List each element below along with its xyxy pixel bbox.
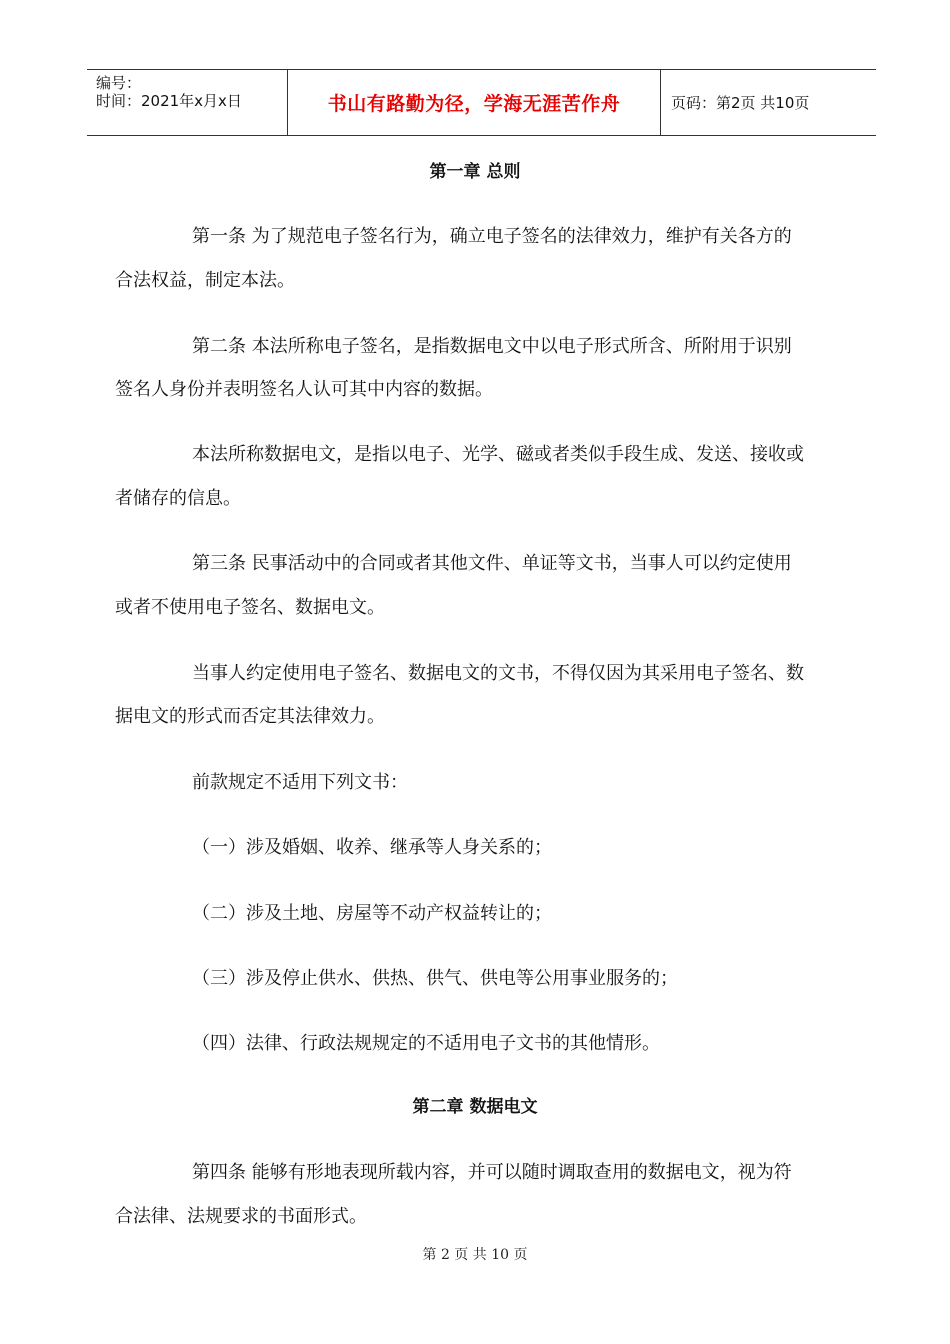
article-1-line-2: 合法权益，制定本法。 (115, 270, 295, 291)
header-motto: 书山有路勤为径，学海无涯苦作舟 (327, 93, 621, 115)
article-2-para-2-line-2: 者储存的信息。 (115, 488, 241, 509)
list-item-2: （二）涉及土地、房屋等不动产权益转让的； (192, 903, 552, 924)
chapter-1-title: 第一章 总则 (429, 162, 521, 182)
article-4-line-2: 合法律、法规要求的书面形式。 (115, 1206, 367, 1227)
article-3-para-2-line-2: 据电文的形式而否定其法律效力。 (115, 706, 385, 727)
chapter-2-title: 第二章 数据电文 (412, 1097, 538, 1117)
article-3-para-3: 前款规定不适用下列文书： (192, 772, 408, 793)
header-motto-cell (287, 70, 661, 135)
article-3-line-1: 第三条 民事活动中的合同或者其他文件、单证等文书，当事人可以约定使用 (192, 553, 792, 574)
document-header (87, 69, 876, 136)
article-1-line-1: 第一条 为了规范电子签名行为，确立电子签名的法律效力，维护有关各方的 (192, 226, 792, 247)
header-page-info: 页码：第2页 共10页 (671, 93, 810, 112)
article-2-line-1: 第二条 本法所称电子签名，是指数据电文中以电子形式所含、所附用于识别 (192, 336, 792, 357)
page-footer: 第 2 页 共 10 页 (422, 1247, 528, 1263)
article-4-line-1: 第四条 能够有形地表现所载内容，并可以随时调取查用的数据电文，视为符 (192, 1162, 792, 1183)
list-item-4: （四）法律、行政法规规定的不适用电子文书的其他情形。 (192, 1033, 660, 1054)
list-item-1: （一）涉及婚姻、收养、继承等人身关系的； (192, 837, 552, 858)
header-left-cell (87, 70, 287, 135)
article-2-para-2-line-1: 本法所称数据电文，是指以电子、光学、磁或者类似手段生成、发送、接收或 (192, 444, 804, 465)
article-2-line-2: 签名人身份并表明签名人认可其中内容的数据。 (115, 379, 493, 400)
article-3-line-2: 或者不使用电子签名、数据电文。 (115, 597, 385, 618)
header-page-cell (661, 70, 876, 135)
doc-time-label: 时间：2021年x月x日 (96, 92, 242, 110)
doc-number-label: 编号： (96, 74, 142, 92)
list-item-3: （三）涉及停止供水、供热、供气、供电等公用事业服务的； (192, 968, 678, 989)
article-3-para-2-line-1: 当事人约定使用电子签名、数据电文的文书，不得仅因为其采用电子签名、数 (192, 663, 804, 684)
